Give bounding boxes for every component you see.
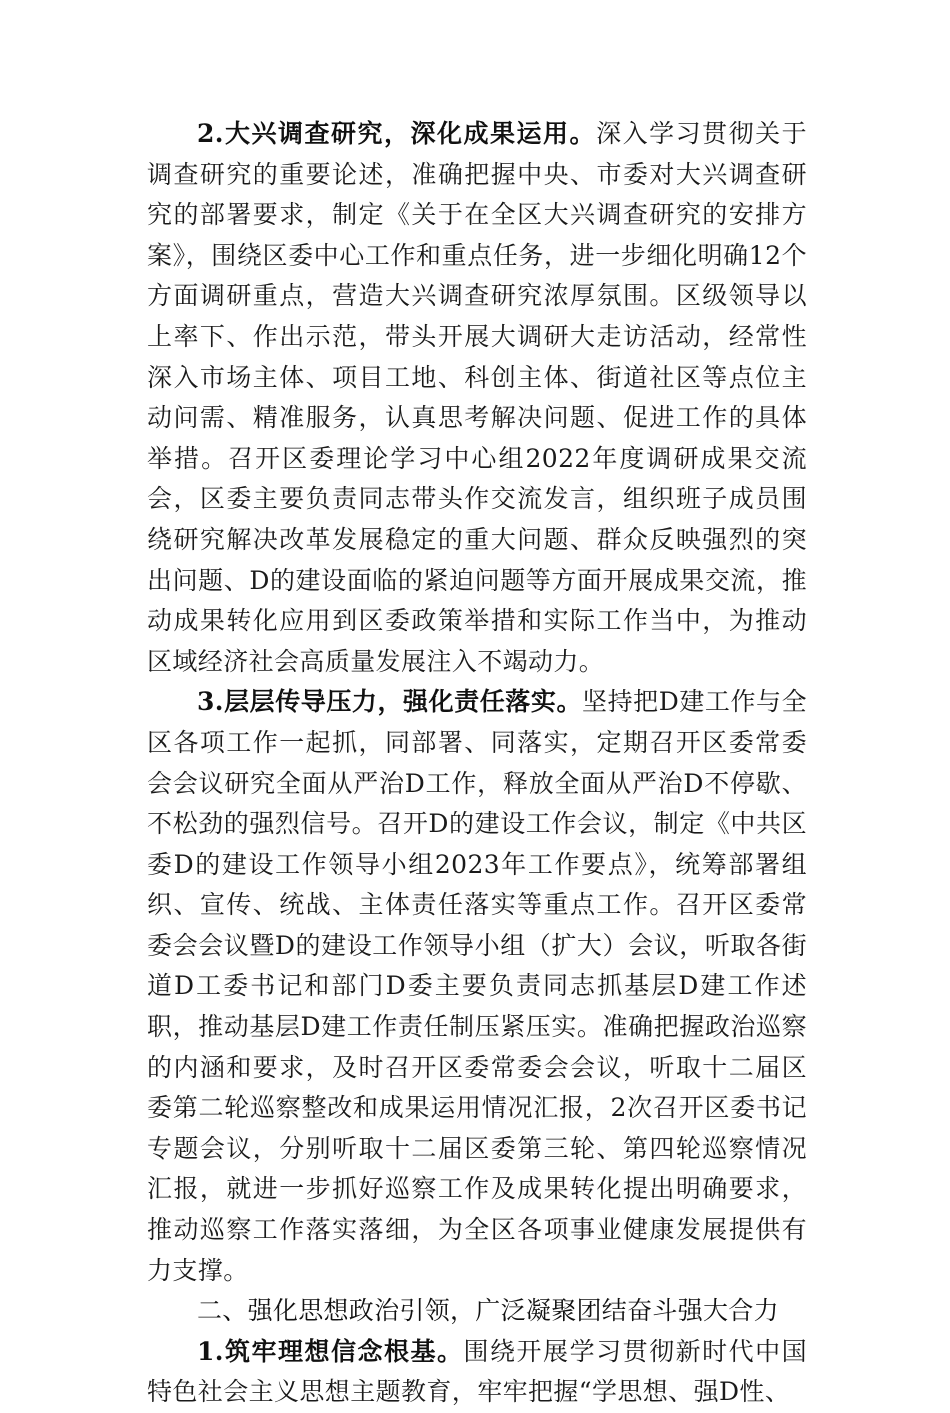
section-heading: 二、强化思想政治引领，广泛凝聚团结奋斗强大合力 xyxy=(197,1296,779,1326)
paragraph-text-research: 深入学习贯彻关于调查研究的重要论述，准确把握中央、市委对大兴调查研究的部署要求，制定《关于在全区大兴调查研究的安排方案》，围绕区委中心工作和重点任务，进一步细化明确12个方面调研重点，营造大兴调查研究浓厚氛围。区级领导以上率下、作出示范，带头开展大调研大走访活动，经常性深入市场主体、项目工地、科创主体、街道社区等点位主动问需、精准服务，认真思考解决问题、促进工作的具体举措。召开区委理论学习中心组2022年度调研成果交流会，区委主要负责同志带头作交流发言，组织班子成员围绕研究解决改革发展稳定的重大问题、群众反映强烈的突出问题、D的建设面临的紧迫问题等方面开展成果交流，推动成果转化应用到区委政策举措和实际工作当中，为推动区域经济社会高质量发展注入不竭动力。 xyxy=(147,119,808,676)
paragraph-responsibility xyxy=(147,682,807,1291)
paragraph-lead-research: 2.大兴调查研究，深化成果运用。 xyxy=(197,119,597,148)
paragraph-text-ideals: 围绕开展学习贯彻新时代中国特色社会主义思想主题教育，牢牢把握“学思想、强D性、 xyxy=(147,1336,808,1407)
paragraph-research xyxy=(147,114,807,682)
paragraph-lead-ideals: 1.筑牢理想信念根基。 xyxy=(197,1336,464,1366)
paragraph-lead-responsibility: 3.层层传导压力，强化责任落实。 xyxy=(197,687,583,717)
paragraph-text-responsibility: 坚持把D建工作与全区各项工作一起抓，同部署、同落实，定期召开区委常委会会议研究全面从严治D工作，释放全面从严治D不停歇、不松劲的强烈信号。召开D的建设工作会议，制定《中共区委D的建设工作领导小组2023年工作要点》，统筹部署组织、宣传、统战、主体责任落实等重点工作。召开区委常委会会议暨D的建设工作领导小组（扩大）会议，听取各街道D工委书记和部门D委主要负责同志抓基层D建工作述职，推动基层D建工作责任制压紧压实。准确把握政治巡察的内涵和要求，及时召开区委常委会会议，听取十二届区委第二轮巡察整改和成果运用情况汇报，2次召开区委书记专题会议，分别听取十二届区委第三轮、第四轮巡察情况汇报，就进一步抓好巡察工作及成果转化提出明确要求，推动巡察工作落实落细，为全区各项事业健康发展提供有力支撑。 xyxy=(147,687,807,1285)
document-body xyxy=(147,114,807,1413)
